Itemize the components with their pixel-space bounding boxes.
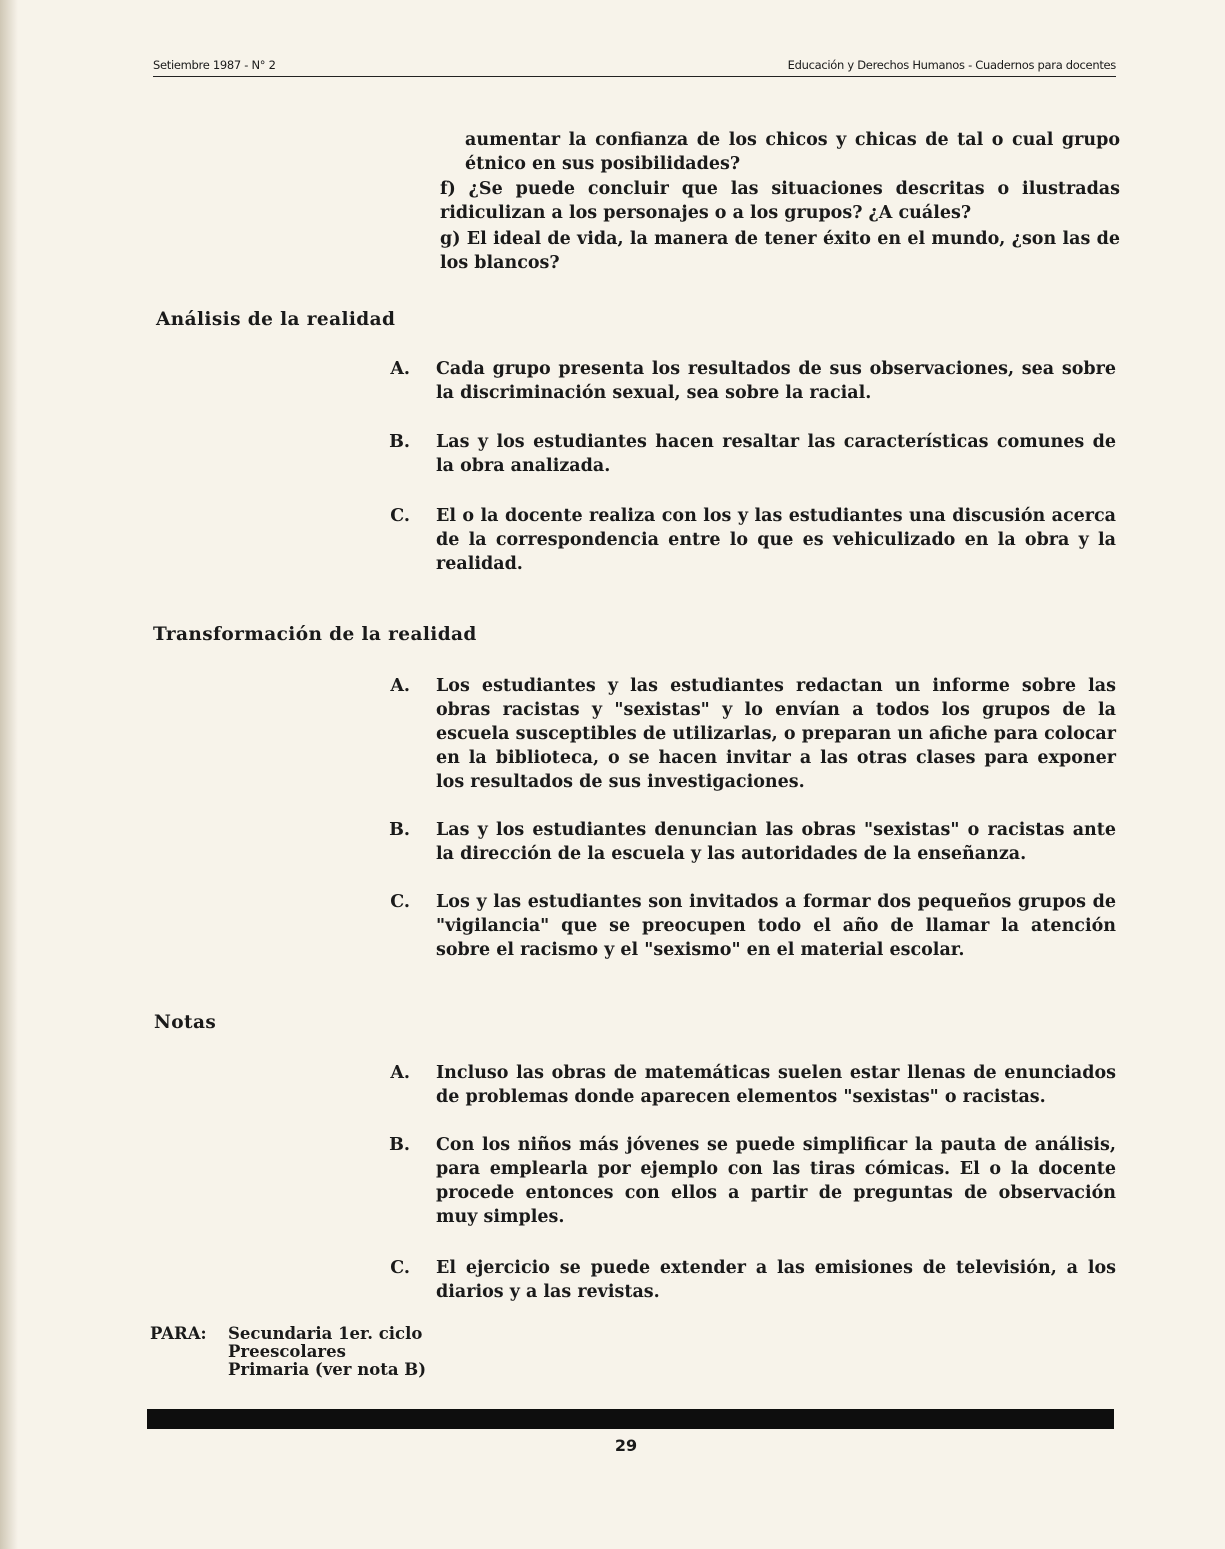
notas-item-c: El ejercicio se puede extender a las emisiones de televisión, a los diarios y a las revistas. <box>436 1258 1116 1302</box>
analisis-item-b: Las y los estudiantes hacen resaltar las características comunes de la obra analizada. <box>436 432 1116 476</box>
notas-item-a: Incluso las obras de matemáticas suelen estar llenas de enunciados de problemas donde aparecen elementos "sexistas" o racistas. <box>436 1063 1116 1107</box>
section-heading-notas: Notas <box>154 1012 217 1033</box>
running-header <box>153 56 1116 77</box>
notas-item-b: Con los niños más jóvenes se puede simplificar la pauta de análisis, para emplearla por ejemplo con las tiras cómicas. El o la docente procede entonces con ellos a partir de preguntas de observación muy simples. <box>436 1135 1116 1227</box>
publication-title: Educación y Derechos Humanos - Cuadernos para docentes <box>787 58 1116 72</box>
para-level: Secundaria 1er. ciclo <box>228 1324 423 1343</box>
item-letter: A. <box>390 676 410 696</box>
para-levels <box>228 1325 426 1379</box>
section-heading-transformacion: Transformación de la realidad <box>153 624 477 645</box>
section-heading-analisis: Análisis de la realidad <box>156 309 396 330</box>
item-letter: A. <box>390 1063 410 1083</box>
page-number: 29 <box>614 1436 638 1455</box>
transformacion-item-b: Las y los estudiantes denuncian las obras "sexistas" o racistas ante la dirección de la escuela y las autoridades de la enseñanza. <box>436 820 1116 864</box>
question-continuation: aumentar la confianza de los chicos y chicas de tal o cual grupo étnico en sus posibilidades? <box>465 130 1120 174</box>
transformacion-item-c: Los y las estudiantes son invitados a formar dos pequeños grupos de "vigilancia" que se preocupen todo el año de llamar la atención sobre el racismo y el "sexismo" en el material escolar. <box>436 892 1116 960</box>
analisis-item-c: El o la docente realiza con los y las estudiantes una discusión acerca de la correspondencia entre lo que es vehiculizado en la obra y la realidad. <box>436 506 1116 574</box>
footer-bar <box>147 1409 1114 1429</box>
transformacion-item-a: Los estudiantes y las estudiantes redactan un informe sobre las obras racistas y "sexistas" y lo envían a todos los grupos de la escuela susceptibles de utilizarlas, o preparan un afiche para colocar en la biblioteca, o se hacen invitar a las otras clases para exponer los resultados de sus investigaciones. <box>436 676 1116 792</box>
para-level: Preescolares <box>228 1342 346 1361</box>
para-label: PARA: <box>150 1324 207 1343</box>
item-letter: A. <box>390 359 410 379</box>
item-letter: B. <box>389 432 410 452</box>
para-level: Primaria (ver nota B) <box>228 1360 427 1379</box>
page-edge-shadow <box>0 0 18 1549</box>
issue-date: Setiembre 1987 - N° 2 <box>153 58 276 72</box>
item-letter: C. <box>390 892 410 912</box>
analisis-item-a: Cada grupo presenta los resultados de sus observaciones, sea sobre la discriminación sexual, sea sobre la racial. <box>436 359 1116 403</box>
item-letter: B. <box>389 1135 410 1155</box>
item-letter: C. <box>390 506 410 526</box>
item-letter: B. <box>389 820 410 840</box>
question-g: g) El ideal de vida, la manera de tener éxito en el mundo, ¿son las de los blancos? <box>440 229 1120 273</box>
item-letter: C. <box>390 1258 410 1278</box>
question-f: f) ¿Se puede concluir que las situaciones descritas o ilustradas ridiculizan a los personajes o a los grupos? ¿A cuáles? <box>440 179 1120 223</box>
